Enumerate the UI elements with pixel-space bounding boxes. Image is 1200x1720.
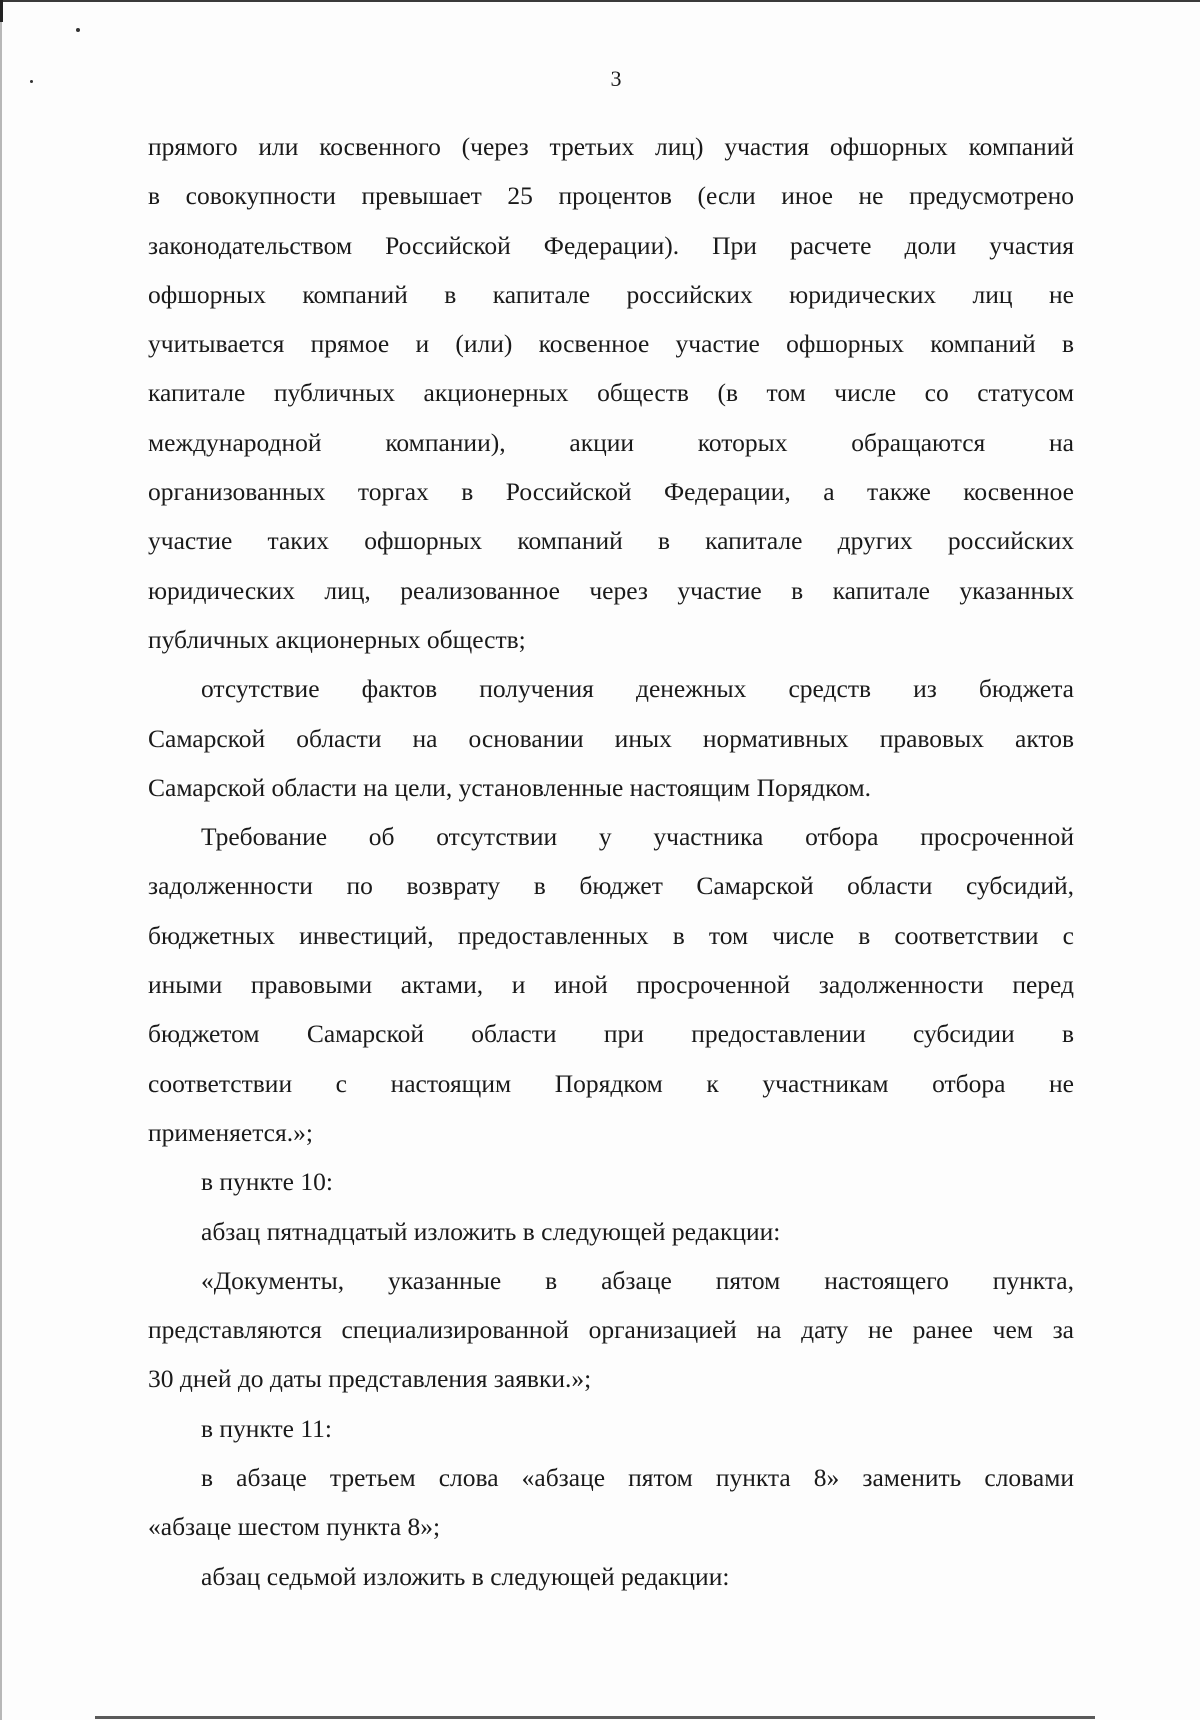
paragraph	[148, 1256, 1074, 1404]
text-line: Самарской области на основании иных нормативных правовых актов	[148, 723, 1074, 753]
text-line: участие таких офшорных компаний в капитале других российских	[148, 526, 1074, 556]
text-line: «Документы, указанные в абзаце пятом настоящего пункта,	[201, 1265, 1074, 1295]
paragraph	[148, 1157, 1074, 1206]
paragraph	[148, 1552, 1074, 1601]
text-line: «абзаце шестом пункта 8»;	[148, 1512, 441, 1542]
text-line: в пункте 10:	[201, 1167, 333, 1197]
paragraph	[148, 1453, 1074, 1552]
text-line: публичных акционерных обществ;	[148, 624, 526, 654]
paragraph	[148, 122, 1074, 664]
page-number: 3	[610, 66, 622, 91]
text-line: капитале публичных акционерных обществ (в том числе со статусом	[148, 378, 1074, 408]
scan-edge-left	[0, 0, 2, 1720]
text-line: абзац седьмой изложить в следующей редакции:	[201, 1561, 730, 1591]
text-line: законодательством Российской Федерации). При расчете доли участия	[148, 230, 1074, 260]
text-line: применяется.»;	[148, 1117, 313, 1147]
text-line: в пункте 11:	[201, 1413, 332, 1443]
text-line: прямого или косвенного (через третьих лиц) участия офшорных компаний	[148, 132, 1074, 161]
paragraph	[148, 664, 1074, 812]
text-line: учитывается прямое и (или) косвенное участие офшорных компаний в	[148, 329, 1074, 359]
paragraph	[148, 1207, 1074, 1256]
text-line: 30 дней до даты представления заявки.»;	[148, 1364, 592, 1394]
text-line: представляются специализированной организацией на дату не ранее чем за	[148, 1315, 1074, 1345]
text-line: организованных торгах в Российской Федерации, а также косвенное	[148, 477, 1074, 507]
text-line: офшорных компаний в капитале российских юридических лиц не	[148, 279, 1074, 309]
text-line: бюджетом Самарской области при предоставлении субсидии в	[148, 1019, 1074, 1049]
scan-mark	[0, 0, 3, 22]
text-line: международной компании), акции которых обращаются на	[148, 427, 1074, 457]
paragraph	[148, 1404, 1074, 1453]
text-line: бюджетных инвестиций, предоставленных в том числе в соответствии с	[148, 920, 1074, 950]
text-line: в абзаце третьем слова «абзаце пятом пункта 8» заменить словами	[201, 1463, 1074, 1493]
text-line: юридических лиц, реализованное через участие в капитале указанных	[148, 575, 1074, 605]
text-line: задолженности по возврату в бюджет Самарской области субсидий,	[148, 871, 1074, 901]
text-line: соответствии с настоящим Порядком к участникам отбора не	[148, 1068, 1074, 1098]
text-line: иными правовыми актами, и иной просроченной задолженности перед	[148, 970, 1074, 1000]
text-line: абзац пятнадцатый изложить в следующей редакции:	[201, 1216, 781, 1246]
scan-speck	[76, 28, 80, 32]
paragraph	[148, 812, 1074, 1157]
text-line: Самарской области на цели, установленные настоящим Порядком.	[148, 772, 872, 802]
scan-edge-bottom	[95, 1716, 1095, 1719]
text-line: в совокупности превышает 25 процентов (если иное не предусмотрено	[148, 181, 1074, 211]
text-line: отсутствие фактов получения денежных средств из бюджета	[201, 674, 1074, 704]
document-body	[148, 122, 1074, 1601]
text-line: Требование об отсутствии у участника отбора просроченной	[201, 822, 1074, 852]
scan-edge-top	[0, 0, 1200, 2]
